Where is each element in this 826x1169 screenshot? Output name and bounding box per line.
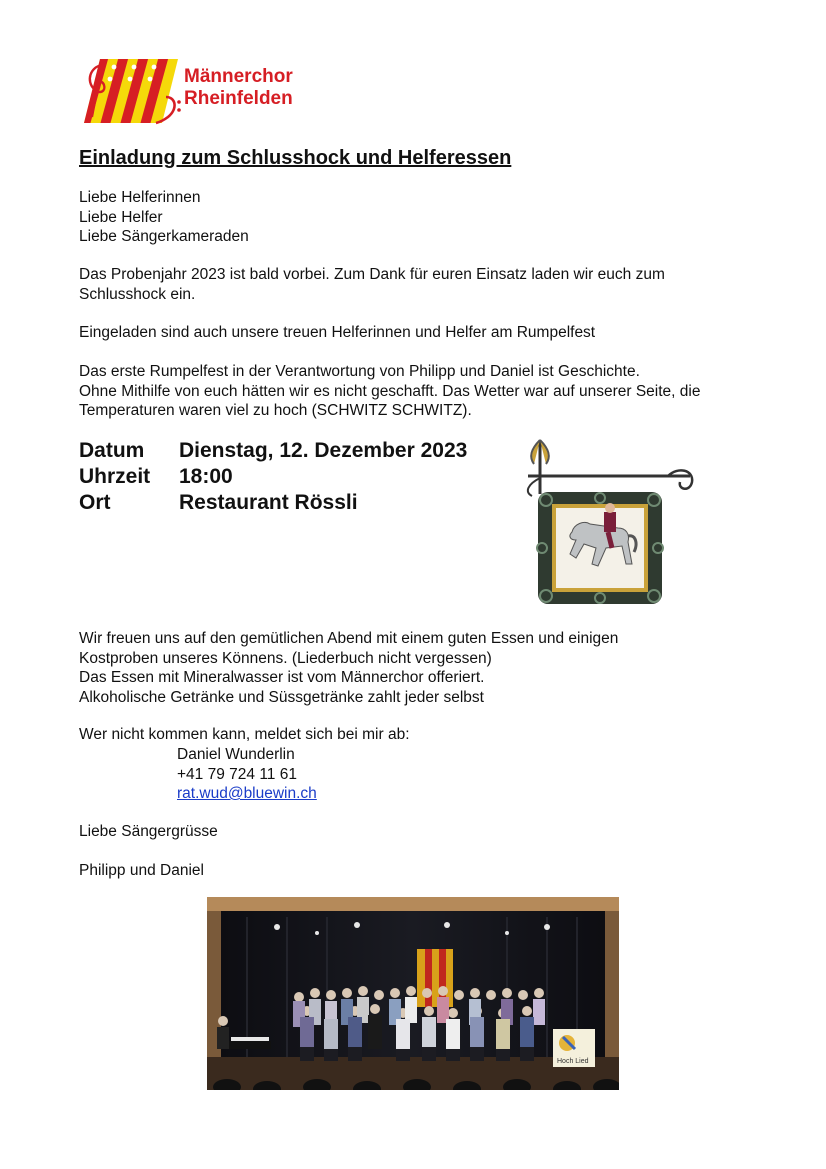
- contact-name: Daniel Wunderlin: [177, 746, 295, 763]
- greeting: [79, 188, 249, 247]
- place-label: Ort: [79, 491, 111, 514]
- logo-line-1: Männerchor: [184, 66, 293, 87]
- event-details: [79, 438, 499, 518]
- time-value: 18:00: [179, 465, 233, 488]
- choir-photo: [207, 897, 619, 1090]
- poster-caption: Hoch Lied: [557, 1058, 589, 1065]
- rumpelfest-line: Ohne Mithilfe von euch hätten wir es nicht geschafft. Das Wetter war auf unserer Seite, die: [79, 382, 701, 400]
- greeting-line: Liebe Helferinnen: [79, 189, 201, 206]
- greeting-line: Liebe Sängerkameraden: [79, 228, 249, 245]
- contact-block: [177, 745, 317, 804]
- place-value: Restaurant Rössli: [179, 491, 358, 514]
- rumpelfest-paragraph: [79, 362, 700, 421]
- details-line: Das Essen mit Mineralwasser ist vom Männerchor offeriert.: [79, 669, 485, 686]
- contact-phone: +41 79 724 11 61: [177, 765, 297, 783]
- details-line: Wir freuen uns auf den gemütlichen Abend mit einem guten Essen und einigen: [79, 630, 619, 647]
- absence-text: Wer nicht kommen kann, meldet sich bei mir ab:: [79, 726, 410, 743]
- event-date-row: [79, 438, 499, 464]
- greeting-line: Liebe Helfer: [79, 208, 163, 226]
- logo-text: [184, 66, 293, 110]
- intro-line: Das Probenjahr 2023 ist bald vorbei. Zum Dank für euren Einsatz laden wir euch zum: [79, 266, 665, 283]
- rumpelfest-line: Das erste Rumpelfest in der Verantwortung von Philipp und Daniel ist Geschichte.: [79, 363, 640, 380]
- time-label: Uhrzeit: [79, 465, 151, 488]
- closing-text: Liebe Sängergrüsse: [79, 823, 218, 840]
- date-value: Dienstag, 12. Dezember 2023: [179, 439, 468, 462]
- intro-paragraph: [79, 265, 665, 304]
- contact-email-link[interactable]: rat.wud@bluewin.ch: [177, 785, 317, 802]
- event-time-row: [79, 464, 499, 490]
- page-title: Einladung zum Schlusshock und Helferessen: [79, 147, 512, 169]
- rumpelfest-line: Temperaturen waren viel zu hoch (SCHWITZ SCHWITZ).: [79, 402, 472, 419]
- event-place-row: [79, 490, 499, 516]
- date-label: Datum: [79, 439, 145, 462]
- signature-text: Philipp und Daniel: [79, 862, 204, 879]
- intro-line: Schlusshock ein.: [79, 285, 196, 303]
- details-line: Alkoholische Getränke und Süssgetränke zahlt jeder selbst: [79, 688, 484, 706]
- details-line: Kostproben unseres Könnens. (Liederbuch nicht vergessen): [79, 649, 492, 667]
- details-paragraph: [79, 629, 618, 707]
- invited-paragraph: Eingeladen sind auch unsere treuen Helferinnen und Helfer am Rumpelfest: [79, 324, 596, 341]
- horse-sign-icon: [518, 436, 700, 608]
- logo-line-2: Rheinfelden: [184, 88, 293, 109]
